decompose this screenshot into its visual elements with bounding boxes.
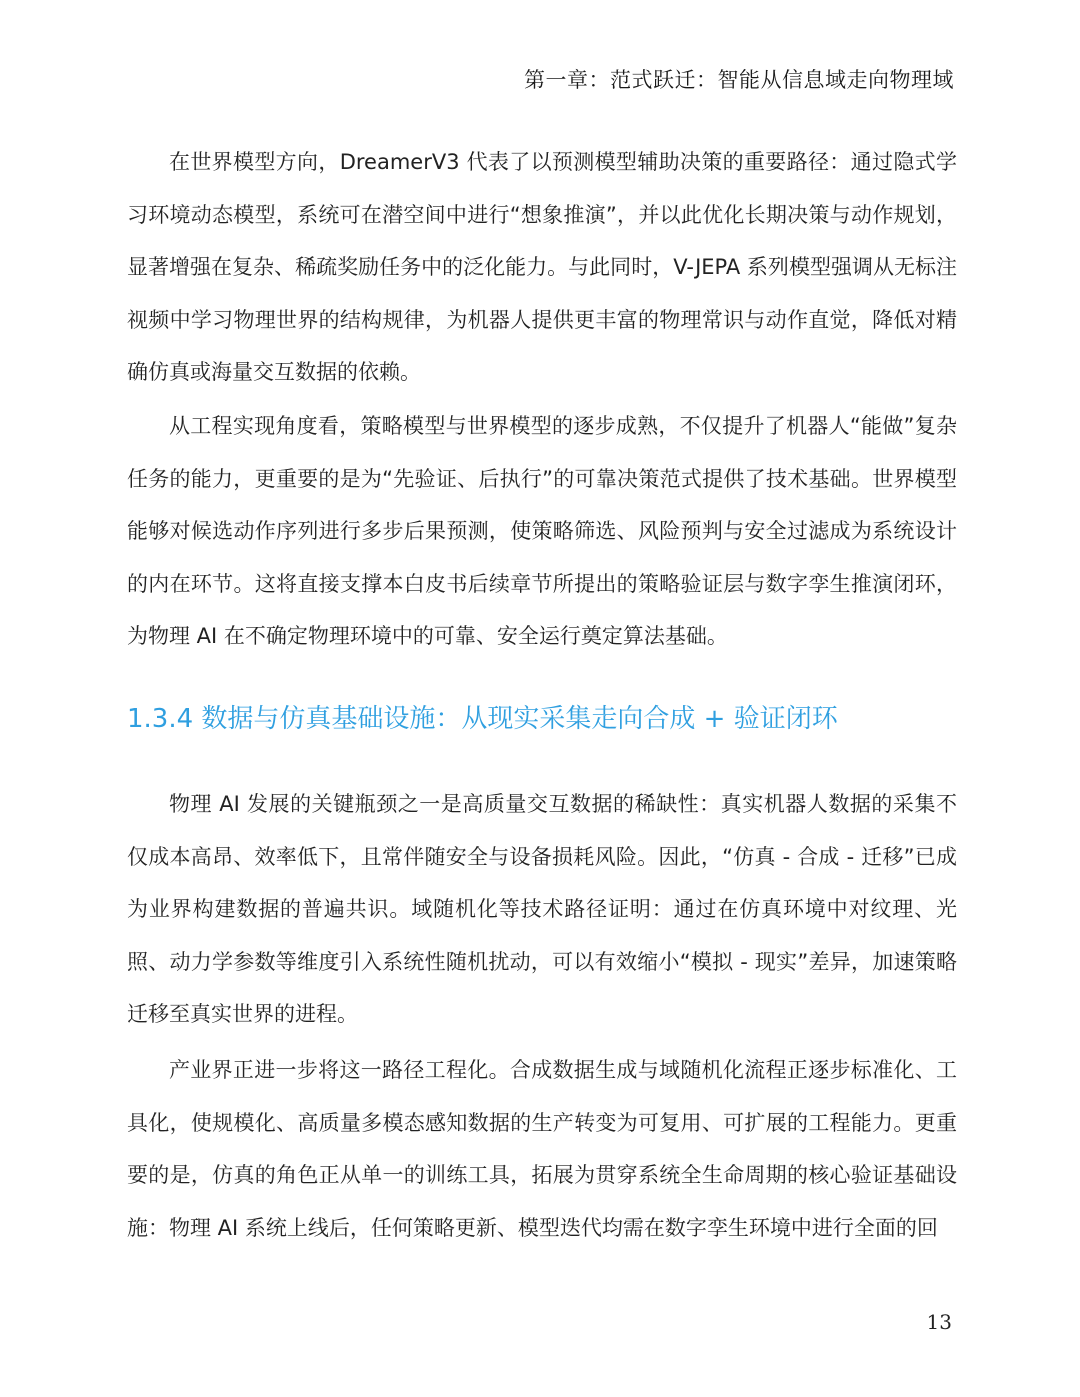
body-paragraph-data-bottleneck: 物理 AI 发展的关键瓶颈之一是高质量交互数据的稀缺性：真实机器人数据的采集不仅成本高昂、效率低下，且常伴随安全与设备损耗风险。因此，“仿真 - 合成 - 迁移”已成为业界构建数据的普遍共识。域随机化等技术路径证明：通过在仿真环境中对纹理、光照、动力学参数等维度引入系统性随机扰动，可以有效缩小“模拟 - 现实”差异，加速策略迁移至真实世界的进程。	[127, 792, 957, 1026]
page-number: 13	[926, 1310, 952, 1334]
body-paragraph-world-models: 在世界模型方向，DreamerV3 代表了以预测模型辅助决策的重要路径：通过隐式学习环境动态模型，系统可在潜空间中进行“想象推演”，并以此优化长期决策与动作规划，显著增强在复杂、稀疏奖励任务中的泛化能力。与此同时，V-JEPA 系列模型强调从无标注视频中学习物理世界的结构规律，为机器人提供更丰富的物理常识与动作直觉，降低对精确仿真或海量交互数据的依赖。	[127, 150, 957, 384]
running-header-chapter-title: 第一章：范式跃迁：智能从信息域走向物理域	[524, 68, 954, 92]
body-paragraph-industry-engineering: 产业界正进一步将这一路径工程化。合成数据生成与域随机化流程正逐步标准化、工具化，使规模化、高质量多模态感知数据的生产转变为可复用、可扩展的工程能力。更重要的是，仿真的角色正从单一的训练工具，拓展为贯穿系统全生命周期的核心验证基础设施：物理 AI 系统上线后，任何策略更新、模型迭代均需在数字孪生环境中进行全面的回	[127, 1058, 957, 1240]
section-heading-1-3-4: 1.3.4 数据与仿真基础设施：从现实采集走向合成 + 验证闭环	[127, 704, 838, 734]
body-paragraph-engineering-view: 从工程实现角度看，策略模型与世界模型的逐步成熟，不仅提升了机器人“能做”复杂任务的能力，更重要的是为“先验证、后执行”的可靠决策范式提供了技术基础。世界模型能够对候选动作序列进行多步后果预测，使策略筛选、风险预判与安全过滤成为系统设计的内在环节。这将直接支撑本白皮书后续章节所提出的策略验证层与数字孪生推演闭环，为物理 AI 在不确定物理环境中的可靠、安全运行奠定算法基础。	[127, 414, 957, 648]
